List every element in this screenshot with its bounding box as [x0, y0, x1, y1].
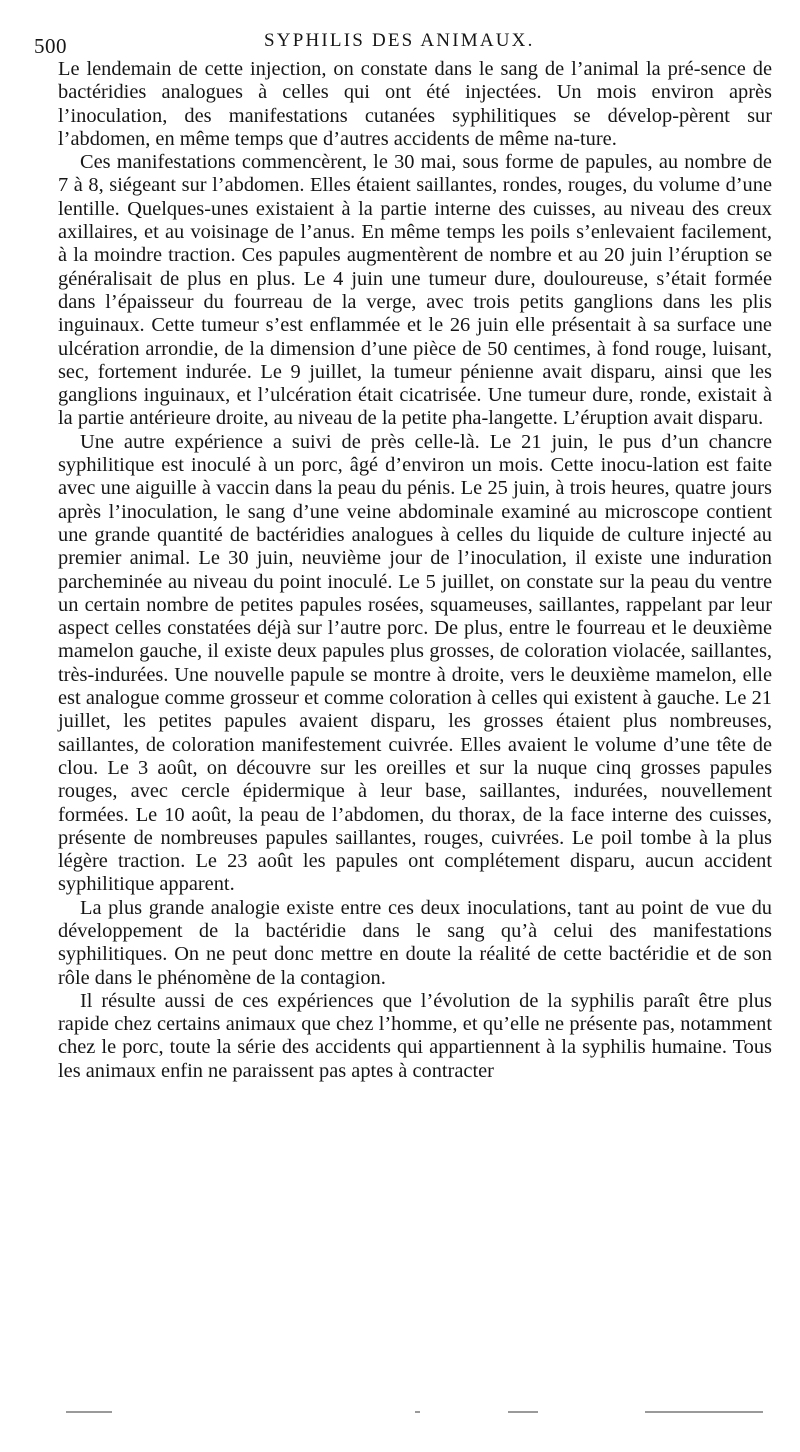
paragraph-1: Le lendemain de cette injection, on constate dans le sang de l’animal la pré-sence de bactéridies analogues à celles qui ont été injectées. Un mois environ après l’inoculation, des manifestations cutanées syphilitiques se dévelop-pèrent sur l’abdomen, en même temps que d’autres accidents de même na-ture. [58, 58, 772, 150]
paragraph-4: La plus grande analogie existe entre ces deux inoculations, tant au point de vue du développement de la bactéridie dans le sang qu’à celui des manifestations syphilitiques. On ne peut donc mettre en doute la réalité de cette bactéridie et de son rôle dans le phénomène de la contagion. [58, 896, 772, 989]
page-number: 500 [34, 34, 67, 58]
scan-mark [415, 1411, 420, 1413]
paragraph-2: Ces manifestations commencèrent, le 30 mai, sous forme de papules, au nombre de 7 à 8, siégeant sur l’abdomen. Elles étaient saillantes, rondes, rouges, du volume d’une lentille. Quelques-unes existaient à la partie interne des cuisses, au niveau des creux axillaires, et au voisinage de l’anus. En même temps les poils s’enlevaient facilement, à la moindre traction. Ces papules augmentèrent de nombre et au 20 juin l’éruption se généralisait de plus en plus. Le 4 juin une tumeur dure, douloureuse, s’était formée dans l’épaisseur du fourreau de la verge, avec trois petits ganglions dans les plis inguinaux. Cette tumeur s’est enflammée et le 26 juin elle présentait à sa surface une ulcération arrondie, de la dimension d’une pièce de 50 centimes, à fond rouge, luisant, sec, fortement indurée. Le 9 juillet, la tumeur pénienne avait disparu, ainsi que les ganglions inguinaux, et l’ulcération était cicatrisée. Une tumeur dure, ronde, existait à la partie antérieure droite, au niveau de la petite pha-langette. L’éruption avait disparu. [58, 151, 772, 430]
scan-mark [66, 1411, 112, 1413]
running-title: SYPHILIS DES ANIMAUX. [264, 30, 535, 51]
scan-mark [645, 1411, 763, 1413]
scan-mark [508, 1411, 538, 1413]
page-header [34, 28, 774, 60]
paragraph-3: Une autre expérience a suivi de près celle-là. Le 21 juin, le pus d’un chancre syphilitique est inoculé à un porc, âgé d’environ un mois. Cette inocu-lation est faite avec une aiguille à vaccin dans la peau du pénis. Le 25 juin, à trois heures, quatre jours après l’inoculation, le sang d’une veine abdominale examiné au microscope contient une grande quantité de bactéridies analogues à celles du liquide de culture injecté au premier animal. Le 30 juin, neuvième jour de l’inoculation, il existe une induration parcheminée au niveau du point inoculé. Le 5 juillet, on constate sur la peau du ventre un certain nombre de petites papules rosées, squameuses, saillantes, rappelant par leur aspect celles constatées déjà sur l’autre porc. De plus, entre le fourreau et le deuxième mamelon gauche, il existe deux papules plus grosses, de coloration violacée, saillantes, très-indurées. Une nouvelle papule se montre à droite, vers le deuxième mamelon, elle est analogue comme grosseur et comme coloration à celles qui existent à gauche. Le 21 juillet, les petites papules avaient disparu, les grosses étaient plus nombreuses, saillantes, de coloration manifestement cuivrée. Elles avaient le volume d’une tête de clou. Le 3 août, on découvre sur les oreilles et sur la nuque cinq grosses papules rouges, avec cercle épidermique à leur base, saillantes, indurées, nouvellement formées. Le 10 août, la peau de l’abdomen, du thorax, de la face interne des cuisses, présente de nombreuses papules saillantes, rouges, cuivrées. Le poil tombe à la plus légère traction. Le 23 août les papules ont complétement disparu, aucun accident syphilitique apparent. [58, 430, 772, 896]
bottom-scan-marks [60, 1409, 780, 1417]
body-text [58, 58, 772, 1083]
paragraph-5: Il résulte aussi de ces expériences que l’évolution de la syphilis paraît être plus rapide chez certains animaux que chez l’homme, et qu’elle ne présente pas, notamment chez le porc, toute la série des accidents qui appartiennent à la syphilis humaine. Tous les animaux enfin ne paraissent pas aptes à contracter [58, 989, 772, 1082]
